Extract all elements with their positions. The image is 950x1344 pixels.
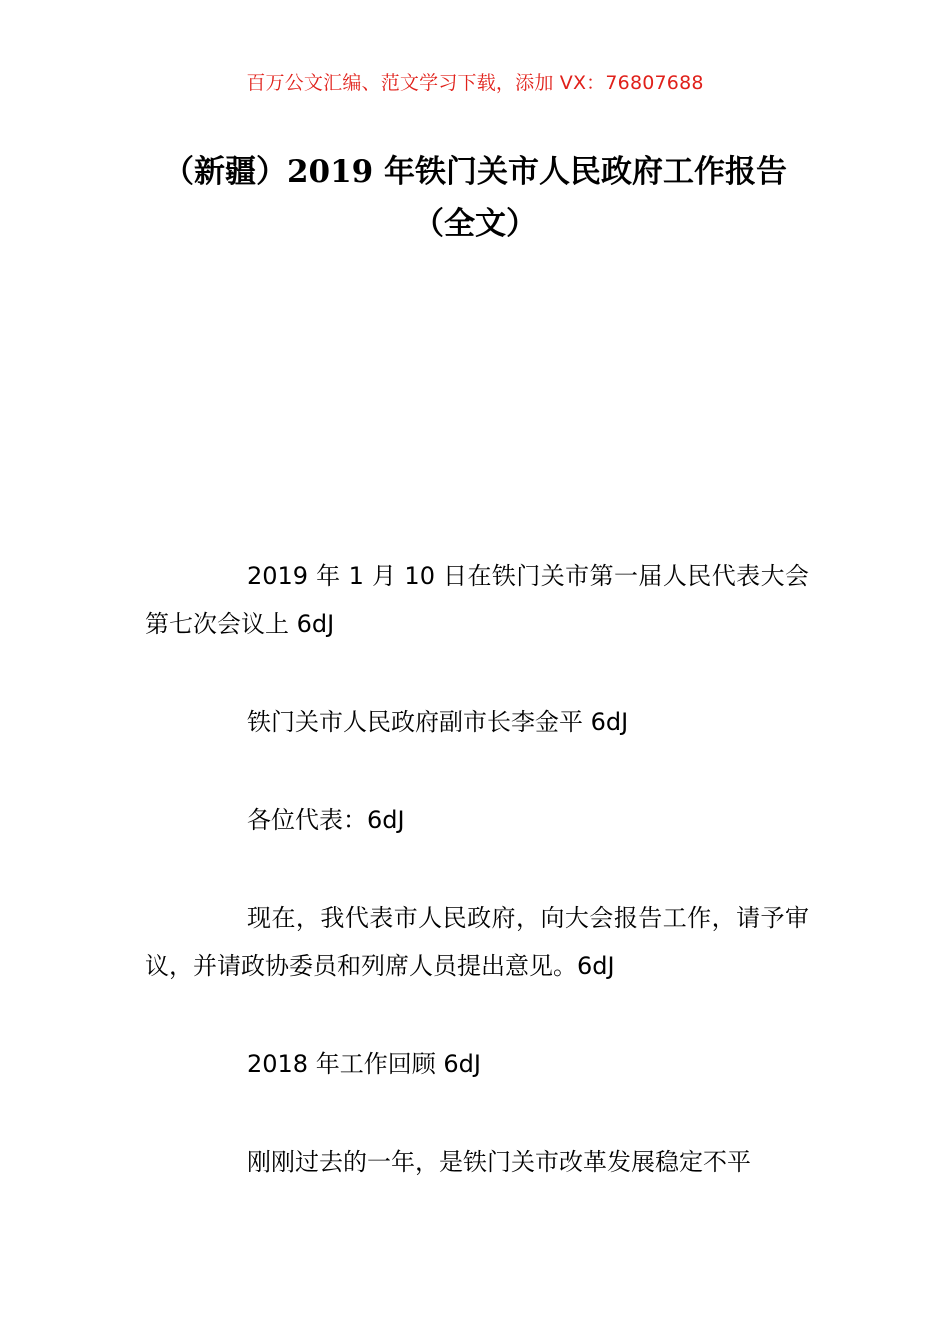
document-body [145, 552, 809, 1236]
paragraph-intro: 现在，我代表市人民政府，向大会报告工作，请予审议，并请政协委员和列席人员提出意见。6dJ [145, 904, 809, 980]
header-promo-note: 百万公文汇编、范文学习下载，添加 VX：76807688 [246, 72, 704, 94]
document-title: （新疆）2019 年铁门关市人民政府工作报告（全文） [162, 154, 788, 242]
paragraph-speaker: 铁门关市人民政府副市长李金平 6dJ [247, 708, 629, 736]
paragraph-salutation: 各位代表：6dJ [247, 806, 405, 834]
paragraph-section-heading: 2018 年工作回顾 6dJ [247, 1050, 481, 1078]
paragraph-meeting-info: 2019 年 1 月 10 日在铁门关市第一届人民代表大会第七次会议上 6dJ [145, 562, 809, 638]
paragraph-review-start: 刚刚过去的一年，是铁门关市改革发展稳定不平 [247, 1148, 751, 1176]
